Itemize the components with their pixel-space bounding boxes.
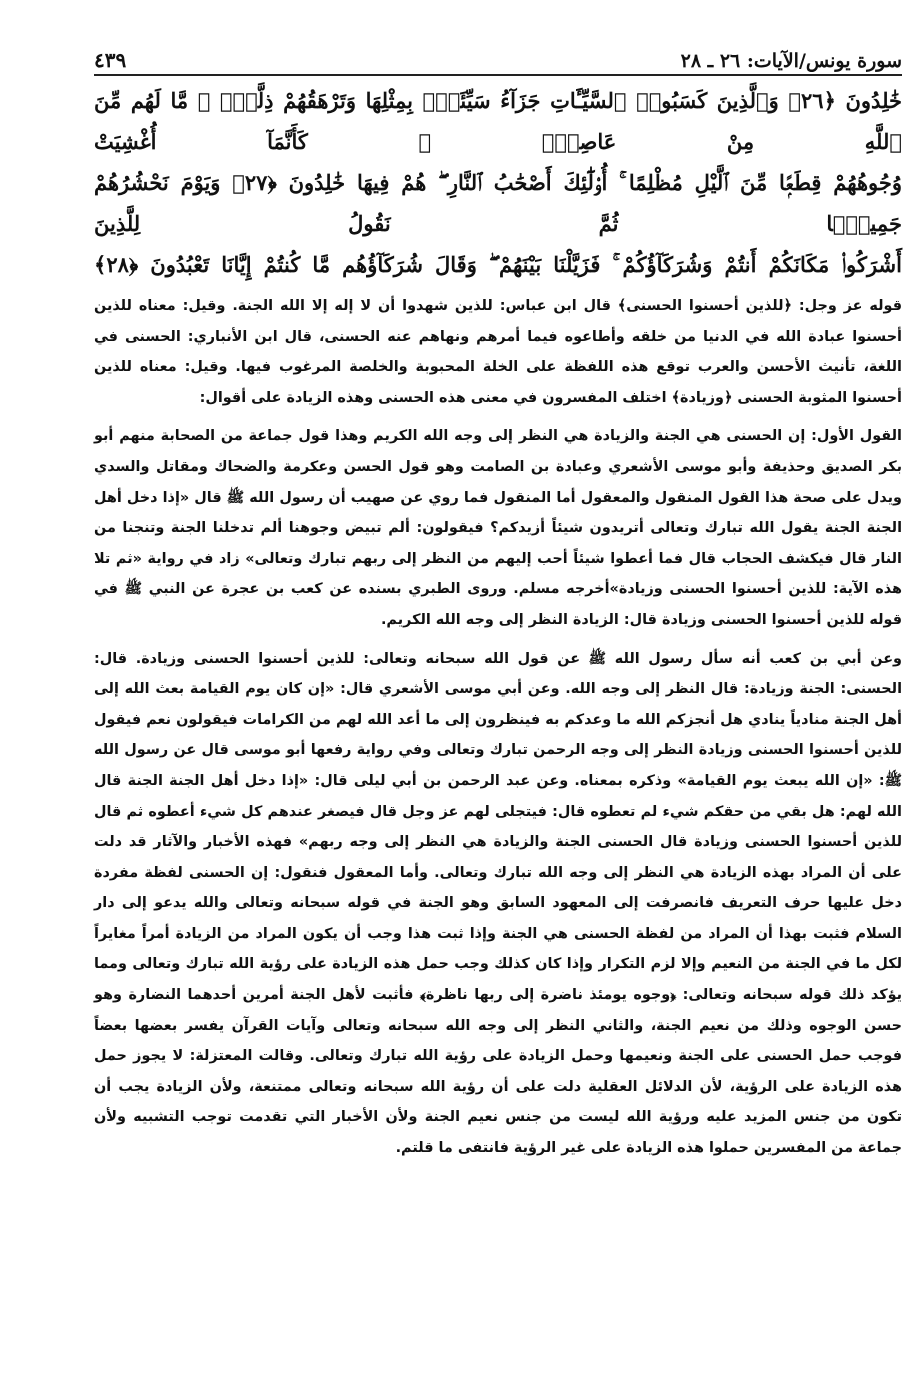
commentary [94,291,902,1164]
verse-line: خَٰلِدُونَ ﴿٢٦﴾ وَٱلَّذِينَ كَسَبُوا۟ ٱلسَّيِّـَٔاتِ جَزَآءُ سَيِّئَةٍۭ بِمِثْلِهَا وَتَرْهَقُهُمْ ذِلَّةٌۭ ۖ مَّا لَهُم مِّنَ ٱللَّهِ مِنْ عَاصِمٍۢ ۖ كَأَنَّمَآ أُغْشِيَتْ [94,88,902,154]
page-header [94,34,902,76]
page-number: ٤٣٩ [94,48,127,72]
surah-title: سورة يونس/الآيات: ٢٦ ـ ٢٨ [680,50,902,72]
quran-verses [94,80,902,285]
paragraph: وعن أبي بن كعب أنه سأل رسول الله ﷺ عن قول الله سبحانه وتعالى: للذين أحسنوا الحسنى وزيادة. قال: الحسنى: الجنة وزيادة: قال النظر إلى وجه الله. وعن أبي موسى الأشعري قال: «إن كان يوم القيامة بعث الله إلى أهل الجنة منادياً ينادي هل أنجزكم الله ما وعدكم به فينظرون إلى ما أعد الله لهم من الكرامات فيقولون نعم فيقول للذين أحسنوا الحسنى وزيادة النظر إلى وجه الرحمن تبارك وتعالى وفي رواية رفعها أبو موسى قال عن رسول الله ﷺ: «إن الله يبعث يوم القيامة» وذكره بمعناه. وعن عبد الرحمن بن أبي ليلى قال: «إذا دخل أهل الجنة الجنة قال الله لهم: هل بقي من حقكم شيء لم تعطوه قال: فيتجلى لهم عز وجل قال فيصغر عندهم كل شيء أعطوه ثم قال للذين أحسنوا الحسنى وزيادة قال الحسنى الجنة والزيادة هي النظر إلى وجه ربهم» فهذه الأخبار والآثار قد دلت على أن المراد بهذه الزيادة هي النظر إلى وجه الله تبارك وتعالى. وأما المعقول فنقول: إن الحسنى لفظة مفردة دخل عليها حرف التعريف فانصرفت إلى المعهود السابق وهو الجنة في قوله سبحانه وتعالى والله يدعو إلى دار السلام فثبت بهذا أن المراد من لفظة الحسنى هي الجنة وإذا ثبت هذا وجب أن يكون المراد من الزيادة أمراً مغايراً لكل ما في الجنة من النعيم وإلا لزم التكرار وإذا كان كذلك وجب حمل هذه الزيادة على رؤية الله تبارك وتعالى ومما يؤكد ذلك قوله سبحانه وتعالى: ﴿وجوه يومئذ ناضرة إلى ربها ناظرة﴾ فأثبت لأهل الجنة أمرين أحدهما النضارة وهو حسن الوجوه وذلك من نعيم الجنة، والثاني النظر إلى وجه الله سبحانه وتعالى وآيات القرآن يفسر بعضها بعضاً فوجب حمل الحسنى على الجنة ونعيمها وحمل الزيادة على رؤية الله تبارك وتعالى. وقالت المعتزلة: لا يجوز حمل هذه الزيادة على الرؤية، لأن الدلائل العقلية دلت على أن رؤية الله سبحانه وتعالى ممتنعة، ولأن الزيادة يجب أن تكون من جنس المزيد عليه ورؤية الله ليست من جنس نعيم الجنة ولأن الأخبار التي تقدمت توجب التشبيه ولأن جماعة من المفسرين حملوا هذه الزيادة على غير الرؤية فانتفى ما قلتم. [94,650,902,1157]
paragraph: قوله عز وجل: ﴿للذين أحسنوا الحسنى﴾ قال ابن عباس: للذين شهدوا أن لا إله إلا الله الجنة. وقيل: معناه للذين أحسنوا عبادة الله في الدنيا من خلقه وأطاعوه فيما أمرهم ونهاهم عنه الحسنى، قال ابن الأنباري: الحسنى في اللغة، تأنيث الأحسن والعرب توقع هذه اللفظة على الخلة المحبوبة والخلصة المرغوب فيها. وقيل: معناه للذين أحسنوا المثوبة الحسنى ﴿وزيادة﴾ اختلف المفسرون في معنى هذه الحسنى وهذه الزيادة على أقوال: [94,298,902,406]
paragraph: القول الأول: إن الحسنى هي الجنة والزيادة هي النظر إلى وجه الله الكريم وهذا قول جماعة من الصحابة منهم أبو بكر الصديق وحذيفة وأبو موسى الأشعري وعبادة بن الصامت وهو قول الحسن وعكرمة والضحاك ومقاتل والسدي ويدل على صحة هذا القول المنقول والمعقول أما المنقول فما روي عن صهيب أن رسول الله ﷺ قال «إذا دخل أهل الجنة الجنة يقول الله تبارك وتعالى أتريدون شيئاً أزيدكم؟ فيقولون: ألم تبيض وجوهنا ألم تدخلنا الجنة وتنجنا من النار قال فيكشف الحجاب قال فما أعطوا شيئاً أحب إليهم من النظر إلى ربهم تبارك وتعالى» زاد في رواية «ثم تلا هذه الآية: للذين أحسنوا الحسنى وزيادة»أخرجه مسلم. وروى الطبري بسنده عن كعب بن عجرة عن النبي ﷺ في قوله للذين أحسنوا الحسنى وزيادة قال: الزيادة النظر إلى وجه الله الكريم. [94,428,902,628]
verse-line: أَشْرَكُوا۟ مَكَانَكُمْ أَنتُمْ وَشُرَكَآؤُكُمْ ۚ فَزَيَّلْنَا بَيْنَهُمْ ۖ وَقَالَ شُرَكَآؤُهُم مَّا كُنتُمْ إِيَّانَا تَعْبُدُونَ ﴿٢٨﴾ [94,252,902,277]
page [94,34,902,1170]
verse-line: وُجُوهُهُمْ قِطَعًۭا مِّنَ ٱلَّيْلِ مُظْلِمًا ۚ أُو۟لَٰٓئِكَ أَصْحَٰبُ ٱلنَّارِ ۖ هُمْ فِيهَا خَٰلِدُونَ ﴿٢٧﴾ وَيَوْمَ نَحْشُرُهُمْ جَمِيعًۭا ثُمَّ نَقُولُ لِلَّذِينَ [94,170,902,236]
